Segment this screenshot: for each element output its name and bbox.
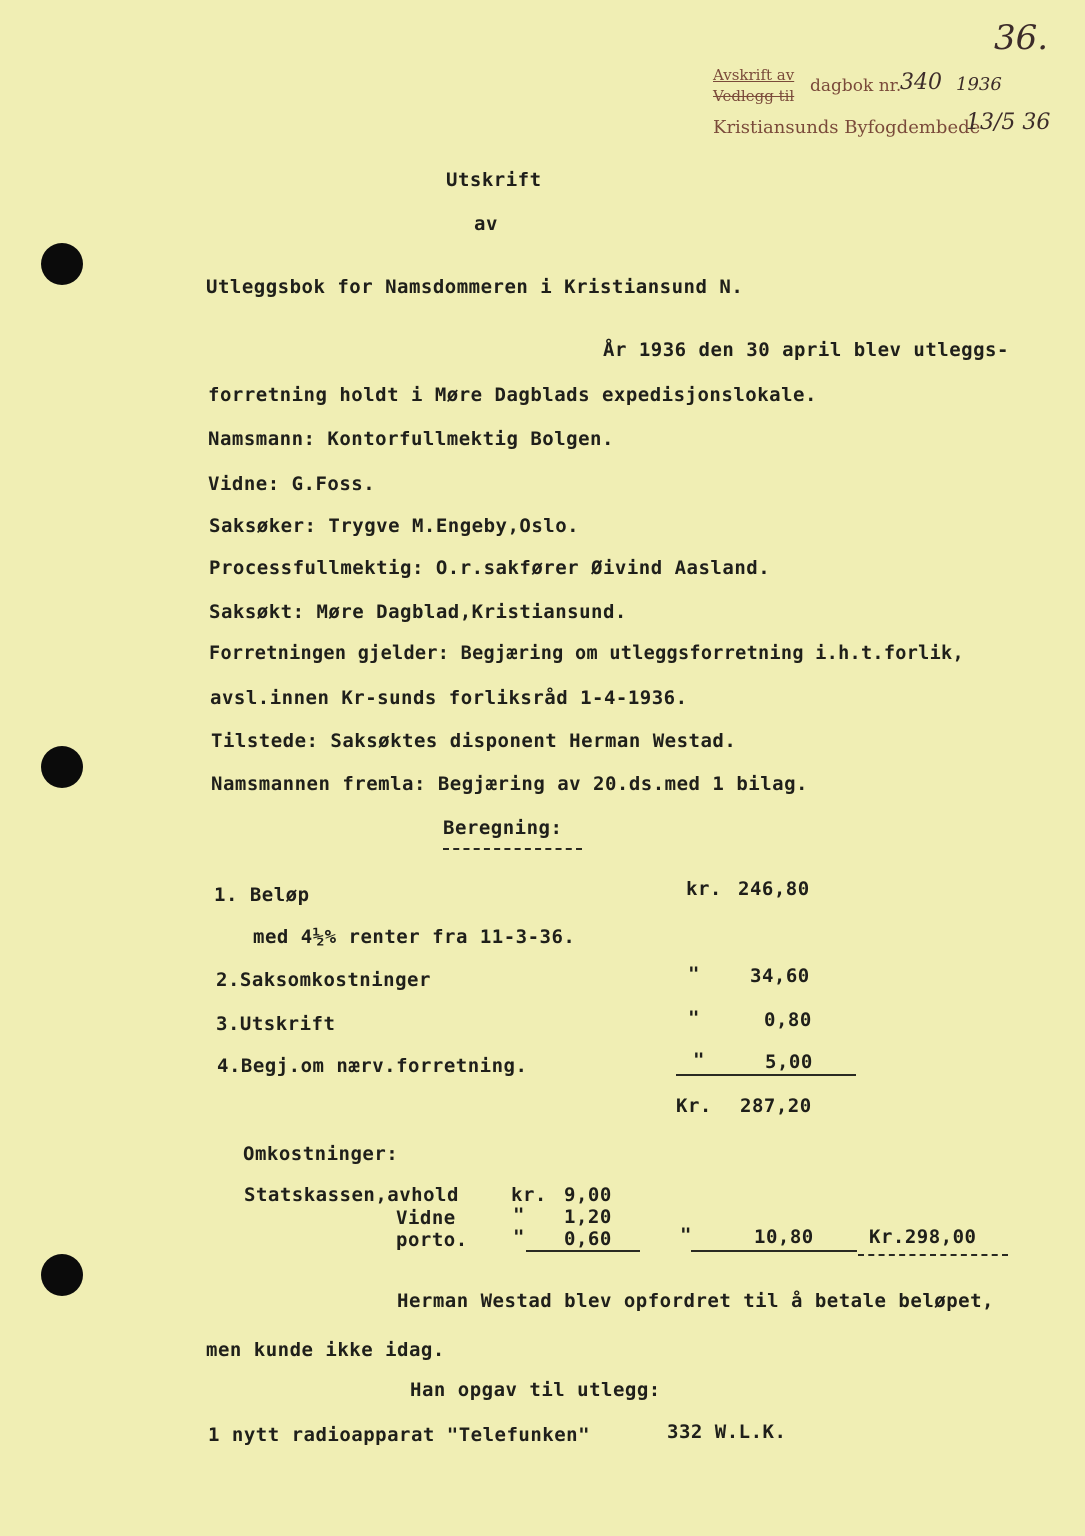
omkostninger-amount: 1,20 [564,1206,612,1228]
closing-line-3: Han opgav til utlegg: [410,1379,661,1401]
field-namsmann: Namsmann: Kontorfullmektig Bolgen. [208,428,614,450]
page-number: 36. [994,18,1049,58]
utlegg-item-value: 332 W.L.K. [667,1421,787,1443]
grand-total-rule [858,1254,1008,1256]
beregning-heading: Beregning: [443,817,563,839]
omkostninger-label: porto. [396,1229,468,1251]
vedlegg-label: Vedlegg til [713,87,795,105]
intro-line-1: År 1936 den 30 april blev utleggs- [603,339,1009,361]
field-forretningen-cont: avsl.innen Kr-sunds forliksråd 1-4-1936. [210,687,688,709]
omkostninger-label: Statskassen,avhold [244,1184,459,1206]
omkostninger-label: Vidne [396,1207,456,1229]
punch-hole-top [41,243,83,285]
dagbok-label: dagbok nr. [810,76,902,96]
avskrift-label: Avskrift av [713,66,795,84]
document-title-sub: av [474,213,498,235]
field-saksokt: Saksøkt: Møre Dagblad,Kristiansund. [209,601,627,623]
field-namsmannen-fremla: Namsmannen fremla: Begjæring av 20.ds.med 1 bilag. [211,773,808,795]
document-title: Utskrift [446,169,542,191]
field-forretningen: Forretningen gjelder: Begjæring om utleggsforretning i.h.t.forlik, [209,643,964,664]
intro-line-2: forretning holdt i Møre Dagblads expedisjonslokale. [208,384,817,406]
beregning-item-amount: 0,80 [764,1009,812,1031]
punch-hole-bottom [41,1254,83,1296]
dagbok-year: 1936 [956,74,1002,95]
beregning-item-amount: 5,00 [765,1051,813,1073]
omkostninger-prefix: " [513,1204,525,1226]
omkostninger-amount: 9,00 [564,1184,612,1206]
omkostninger-amount: 0,60 [564,1228,612,1250]
omkostninger-subtotal-rule [691,1250,857,1252]
beregning-item-amount: 246,80 [738,878,810,900]
field-tilstede: Tilstede: Saksøktes disponent Herman Westad. [211,730,737,752]
beregning-item-prefix: kr. [686,878,722,900]
beregning-item-label: med 4½% renter fra 11-3-36. [253,926,576,948]
omkostninger-prefix: " [513,1226,525,1248]
beregning-sum-rule [676,1074,856,1076]
dagbok-number: 340 [900,70,942,95]
utlegg-item-label: 1 nytt radioapparat "Telefunken" [208,1424,591,1446]
beregning-item-amount: 34,60 [750,965,810,987]
omkostninger-prefix: kr. [511,1184,547,1206]
field-saksoker: Saksøker: Trygve M.Engeby,Oslo. [209,515,580,537]
closing-line-1: Herman Westad blev opfordret til å betale beløpet, [397,1290,994,1312]
closing-line-2: men kunde ikke idag. [206,1339,445,1361]
punch-hole-middle [41,746,83,788]
beregning-item-label: 3.Utskrift [216,1013,336,1035]
beregning-item-label: 2.Saksomkostninger [216,969,431,991]
beregning-item-label: 4.Begj.om nærv.forretning. [217,1055,528,1077]
beregning-total: 287,20 [740,1095,812,1117]
grand-total: Kr.298,00 [869,1226,977,1248]
beregning-heading-rule [443,848,582,850]
beregning-item-prefix: " [688,963,700,985]
omkostninger-subtotal-prefix: " [680,1224,692,1246]
office-name: Kristiansunds Byfogdembede [713,117,981,138]
beregning-item-prefix: " [688,1007,700,1029]
omkostninger-heading: Omkostninger: [243,1143,399,1165]
beregning-total-prefix: Kr. [676,1095,712,1117]
beregning-item-prefix: " [693,1049,705,1071]
omkostninger-sum-rule [526,1250,640,1252]
beregning-item-label: 1. Beløp [214,884,310,906]
field-vidne: Vidne: G.Foss. [208,473,376,495]
book-title: Utleggsbok for Namsdommeren i Kristiansund N. [206,276,744,298]
omkostninger-subtotal: 10,80 [754,1226,814,1248]
field-processfullmektig: Processfullmektig: O.r.sakfører Øivind Aasland. [209,557,771,579]
stamp-date: 13/5 36 [966,110,1051,135]
